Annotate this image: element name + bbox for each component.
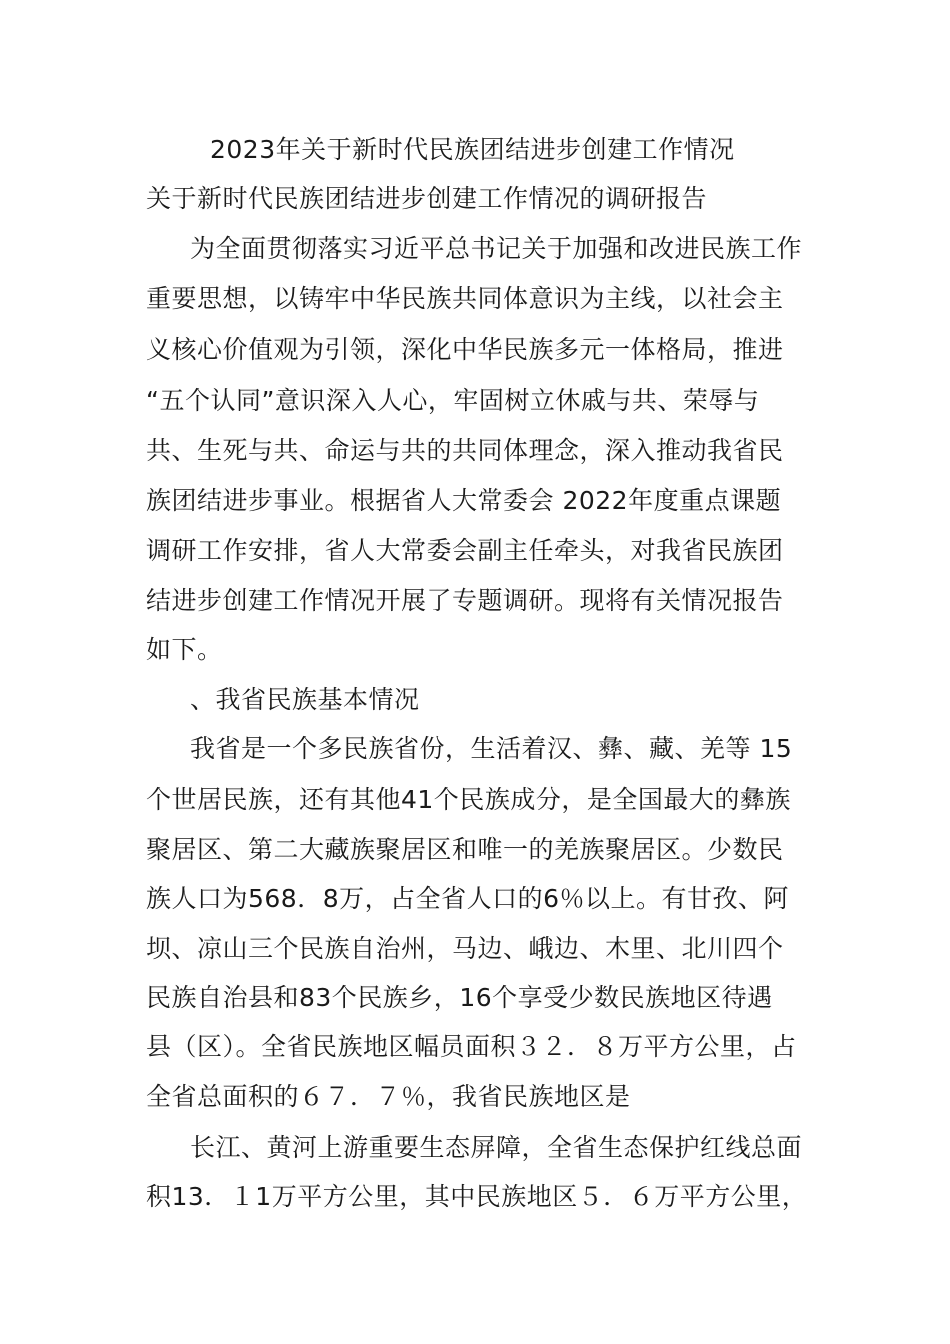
paragraph-line: 个世居民族，还有其他41个民族成分，是全国最大的彝族: [146, 785, 791, 814]
paragraph-line: “五个认同”意识深入人心，牢固树立休戚与共、荣辱与: [146, 386, 760, 415]
section-heading: 、我省民族基本情况: [190, 685, 420, 714]
paragraph-line: 我省是一个多民族省份，生活着汉、彝、藏、羌等 15: [190, 734, 793, 763]
paragraph-line: 重要思想，以铸牢中华民族共同体意识为主线，以社会主: [146, 284, 784, 313]
paragraph-line: 坝、凉山三个民族自治州，马边、峨边、木里、北川四个: [146, 934, 784, 963]
paragraph-line: 如下。: [146, 635, 223, 664]
document-title: 2023年关于新时代民族团结进步创建工作情况: [210, 135, 735, 164]
paragraph-line: 结进步创建工作情况开展了专题调研。现将有关情况报告: [146, 586, 784, 615]
paragraph-line: 族人口为568．8万，占全省人口的6％以上。有甘孜、阿: [146, 884, 790, 913]
paragraph-line: 为全面贯彻落实习近平总书记关于加强和改进民族工作: [190, 234, 803, 263]
paragraph-line: 长江、黄河上游重要生态屏障，全省生态保护红线总面: [190, 1133, 803, 1162]
paragraph-line: 义核心价值观为引领，深化中华民族多元一体格局，推进: [146, 335, 784, 364]
paragraph-line: 聚居区、第二大藏族聚居区和唯一的羌族聚居区。少数民: [146, 835, 784, 864]
paragraph-line: 调研工作安排，省人大常委会副主任牵头，对我省民族团: [146, 536, 784, 565]
paragraph-line: 族团结进步事业。根据省人大常委会 2022年度重点课题: [146, 486, 782, 515]
paragraph-line: 积13．１1万平方公里，其中民族地区５．６万平方公里，: [146, 1182, 808, 1211]
paragraph-line: 民族自治县和83个民族乡，16个享受少数民族地区待遇: [146, 983, 773, 1012]
document-subtitle: 关于新时代民族团结进步创建工作情况的调研报告: [146, 184, 708, 213]
paragraph-line: 共、生死与共、命运与共的共同体理念，深入推动我省民: [146, 436, 784, 465]
paragraph-line: 全省总面积的６７．７％，我省民族地区是: [146, 1082, 631, 1111]
paragraph-line: 县（区）。全省民族地区幅员面积３２．８万平方公里，占: [146, 1032, 797, 1061]
